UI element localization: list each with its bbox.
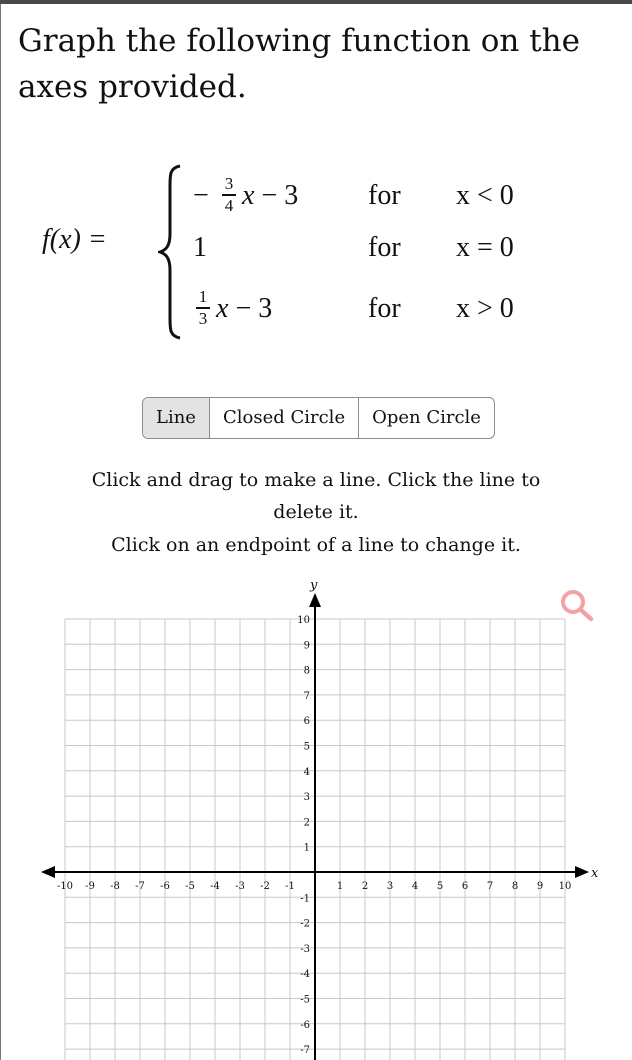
case-3-condition: x > 0 — [456, 293, 514, 324]
question-title: Graph the following function on the axes provided. — [18, 23, 580, 105]
x-tick-label: 2 — [361, 881, 369, 892]
y-tick-label: 2 — [303, 817, 310, 829]
case-1-condition: x < 0 — [456, 180, 514, 211]
x-axis-left-arrow — [41, 866, 55, 878]
y-tick-label: 1 — [303, 842, 310, 854]
y-tick-label: 6 — [303, 716, 310, 728]
x-tick-label: -9 — [85, 881, 95, 892]
y-tick-label: 10 — [297, 615, 310, 626]
open-circle-tool-button[interactable]: Open Circle — [372, 407, 481, 428]
instruction-line-2: delete it. — [273, 501, 359, 523]
y-tick-label: -5 — [300, 994, 310, 1006]
x-tick-label: 5 — [436, 881, 444, 892]
y-tick-label: 8 — [303, 665, 310, 677]
x-tick-label: -3 — [235, 881, 245, 892]
y-tick-label: 4 — [303, 766, 310, 778]
case-3-expr-text: − 3 — [228, 293, 273, 324]
y-tick-label: -4 — [300, 969, 310, 981]
case-1-frac-num: 3 — [224, 174, 234, 193]
x-tick-label: -6 — [160, 881, 170, 892]
case-3-frac-den: 3 — [198, 309, 208, 328]
x-tick-label: -2 — [260, 881, 270, 892]
x-tick-label: 4 — [411, 881, 419, 892]
x-tick-label: 6 — [461, 881, 469, 892]
line-tool-button[interactable]: Line — [143, 398, 210, 438]
x-tick-label: 7 — [486, 881, 494, 892]
x-tick-label: 8 — [511, 881, 519, 892]
y-axis-up-arrow — [309, 593, 321, 607]
y-tick-label: 7 — [303, 690, 310, 702]
x-tick-label: -1 — [285, 881, 295, 892]
x-tick-label: -5 — [185, 881, 195, 892]
function-name: f(x) = — [42, 224, 107, 255]
case-1-expr: x − 3 — [242, 180, 299, 211]
case-1-for: for — [368, 180, 401, 211]
x-tick-label: 3 — [386, 881, 394, 892]
y-tick-label: 5 — [303, 741, 310, 753]
case-3-for: for — [368, 293, 401, 324]
y-tick-label: 9 — [303, 640, 310, 652]
instruction-line-1: Click and drag to make a line. Click the line to — [91, 469, 541, 491]
case-2-condition: x = 0 — [456, 232, 514, 263]
x-tick-label: -7 — [135, 881, 145, 892]
case-2-for: for — [368, 232, 401, 263]
x-tick-label: 10 — [558, 881, 572, 892]
y-tick-label: -3 — [300, 943, 310, 955]
case-2-expr: 1 — [193, 232, 207, 263]
x-axis-right-arrow — [575, 866, 589, 878]
y-axis-label: y — [310, 578, 318, 593]
x-tick-label: -8 — [110, 881, 120, 892]
case-1-sign: − — [193, 180, 209, 211]
x-tick-label: -10 — [56, 881, 74, 892]
case-3-expr: x − 3 — [216, 293, 273, 324]
case-1-expr-text: − 3 — [254, 180, 299, 211]
x-axis-label: x — [591, 866, 599, 881]
magnifier-icon[interactable] — [557, 584, 597, 624]
x-tick-label: -4 — [210, 881, 220, 892]
case-1-frac-den: 4 — [224, 196, 234, 215]
x-tick-label: 1 — [336, 881, 344, 892]
y-tick-label: -6 — [300, 1019, 310, 1031]
y-tick-label: -2 — [300, 918, 310, 930]
y-tick-label: -1 — [300, 893, 310, 905]
case-3-frac-num: 1 — [198, 287, 208, 306]
y-tick-label: -7 — [300, 1045, 310, 1057]
y-tick-label: 3 — [303, 792, 310, 804]
instruction-line-3: Click on an endpoint of a line to change it. — [111, 534, 521, 556]
x-tick-label: 9 — [536, 881, 544, 892]
closed-circle-tool-button[interactable]: Closed Circle — [210, 398, 359, 438]
